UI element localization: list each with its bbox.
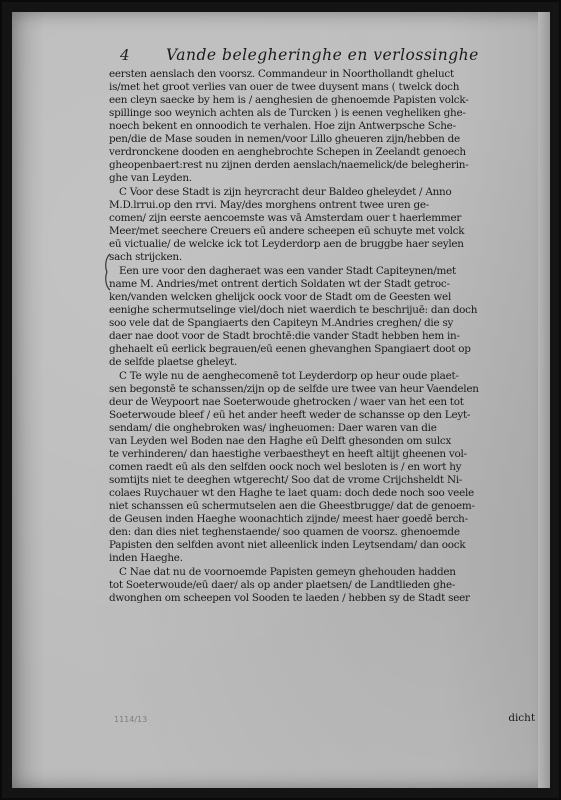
text-line: den: dan dies niet teghenstaende/ soo quamen de voorsz. ghenoemde <box>109 526 460 538</box>
catchword: dicht <box>508 712 535 724</box>
text-line: sendam/ die onghebroken was/ ingheuomen: Daer waren van die <box>109 422 437 434</box>
paragraph <box>109 566 538 605</box>
text-line: dwonghen om scheepen vol Sooden te laeden / hebben sy de Stadt seer <box>109 592 470 604</box>
paragraph <box>109 265 538 369</box>
text-line: is/met het groot verlies van ouer de twee duysent mans ( twelck doch <box>109 81 460 93</box>
text-line: Een ure voor den dagheraet was een vander Stadt Capiteynen/met <box>119 265 456 277</box>
text-line: ghe van Leyden. <box>109 172 192 184</box>
text-line: niet schanssen eū schermutselen aen die Gheestbrugge/ dat de genoem- <box>109 500 475 512</box>
text-line: Papisten den selfden avont niet alleenlick inden Leytsendam/ dan oock <box>109 539 466 551</box>
running-title: Vande belegheringhe en verlossinghe <box>166 46 479 64</box>
text-line: soo vele dat de Spangiaerts den Capiteyn M.Andries creghen/ die sy <box>109 317 454 329</box>
text-line: gheopenbaert:rest nu zijnen derden aenslach/naemelick/de belegherin- <box>109 159 469 171</box>
text-line: eū victualie/ de welcke ick tot Leyderdorp aen de bruggbe haer seylen <box>109 238 464 250</box>
text-line: comen raedt eū als den selfden oock noch wel besloten is / en wort hy <box>109 461 462 473</box>
body-text <box>109 68 538 606</box>
text-line: comen/ zijn eerste aencoemste was vā Amsterdam ouer t haerlemmer <box>109 212 462 224</box>
pencil-annotation: 1114/13 <box>114 715 148 724</box>
text-line: ken/vanden welcken ghelijck oock voor de Stadt om de Geesten wel <box>109 291 452 303</box>
text-line: deur de Weypoort nae Soeterwoude ghetrocken / waer van het een tot <box>109 396 464 408</box>
text-line: sach strijcken. <box>109 251 182 263</box>
text-line: een cleyn saecke by hem is / aenghesien de ghenoemde Papisten volck- <box>109 94 469 106</box>
text-line: C Nae dat nu de voornoemde Papisten gemeyn ghehouden hadden <box>119 566 456 578</box>
text-line: somtijts niet te deeghen wtgerecht/ Soo dat de vrome Crijchsheldt Ni- <box>109 474 463 486</box>
text-line: noech bekent en onnoodich te verhalen. Hoe zijn Antwerpsche Sche- <box>109 120 456 132</box>
text-line: C Voor dese Stadt is zijn heyrcracht deur Baldeo gheleydet / Anno <box>119 186 452 198</box>
text-line: name M. Andries/met ontrent dertich Soldaten wt der Stadt getroc- <box>109 278 450 290</box>
text-line: C Te wyle nu de aenghecomenē tot Leyderdorp op heur oude plaet- <box>119 370 459 382</box>
text-line: eenighe schermutselinge viel/doch niet waerdich te beschrijuē: dan doch <box>109 304 478 316</box>
text-line: colaes Ruychauer wt den Haghe te laet quam: doch dede noch soo veele <box>109 487 474 499</box>
text-line: M.D.lrrui.op den rrvi. May/des morghens ontrent twee uren ge- <box>109 199 429 211</box>
text-line: inden Haeghe. <box>109 552 183 564</box>
text-line: te verhinderen/ dan haestighe verbaestheyt en heeft altijt gheenen vol- <box>109 448 467 460</box>
text-line: tot Soeterwoude/eū daer/ als op ander plaetsen/ de Landtlieden ghe- <box>109 579 456 591</box>
text-line: ghehaelt eū eerlick begrauen/eū eenen ghevanghen Spangiaert doot op <box>109 343 471 355</box>
text-line: Meer/met seechere Creuers eū andere scheepen eū schuyte met volck <box>109 225 465 237</box>
text-line: verdronckene dooden en aenghebrochte Schepen in Zeelandt genoech <box>109 146 466 158</box>
paragraph <box>109 370 538 565</box>
paragraph <box>109 186 538 264</box>
text-line: de Geusen inden Haeghe woonachtich zijnde/ meest haer goedē berch- <box>109 513 468 525</box>
text-line: daer nae doot voor de Stadt brochtē:die vander Stadt hebben hem in- <box>109 330 460 342</box>
paragraph <box>109 68 538 185</box>
page-edge <box>538 12 550 788</box>
text-line: van Leyden wel Boden nae den Haghe eū Delft ghesonden om sulcx <box>109 435 452 447</box>
text-line: sen begonstē te schanssen/zijn op de selfde ure twee van heur Vaendelen <box>109 383 479 395</box>
text-line: de selfde plaetse gheleyt. <box>109 356 237 368</box>
text-line: eersten aenslach den voorsz. Commandeur in Noorthollandt gheluct <box>109 68 454 80</box>
folio-number: 4 <box>120 46 130 64</box>
text-line: Soeterwoude bleef / eū het ander heeft weder de schansse op den Leyt- <box>109 409 471 421</box>
text-line: spillinge soo weynich achten als de Turcken ) is eenen vegheliken ghe- <box>109 107 466 119</box>
text-line: pen/die de Mase souden in nemen/voor Lillo gheueren zijn/hebben de <box>109 133 460 145</box>
